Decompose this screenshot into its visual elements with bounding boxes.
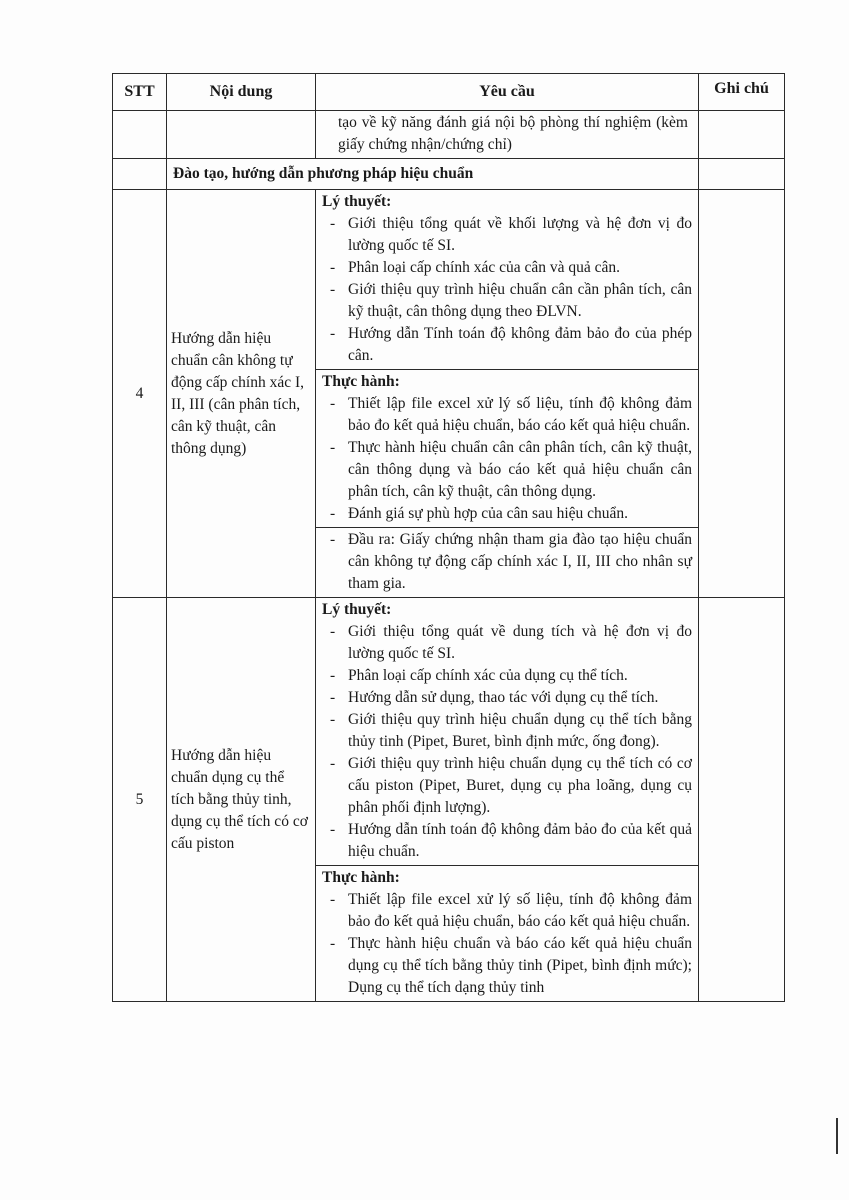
- list-item: - Phân loại cấp chính xác của cân và quả cân.: [322, 257, 692, 279]
- row4-thuc-hanh-cell: [316, 370, 699, 528]
- list-item: - Thực hành hiệu chuẩn cân cân phân tích, cân kỹ thuật, cân thông dụng và báo cáo kết quả hiệu chuẩn cân phân tích, cân kỹ thuật, cân thông dụng.: [322, 437, 692, 503]
- row4-ly-thuyet-title: Lý thuyết:: [322, 193, 392, 210]
- table-row-5-theory: [113, 598, 785, 866]
- section-stt: [113, 159, 167, 190]
- row4-dau-ra: - Đầu ra: Giấy chứng nhận tham gia đào tạo hiệu chuẩn cân không tự động cấp chính xác I, II, III cho nhân sự tham gia.: [322, 529, 692, 595]
- row5-thuc-hanh-cell: [316, 866, 699, 1002]
- row4-thuc-hanh-title: Thực hành:: [322, 373, 400, 390]
- row5-ly-thuyet-title: Lý thuyết:: [322, 601, 392, 618]
- row5-ly-thuyet-list: [322, 621, 692, 863]
- row4-thuc-hanh-list: [322, 393, 692, 525]
- table-header-row: [113, 74, 785, 111]
- list-item: - Giới thiệu quy trình hiệu chuẩn dụng cụ thể tích có cơ cấu piston (Pipet, Buret, dụng cụ pha loãng, dụng cụ phân phối định lượng).: [322, 753, 692, 819]
- list-item: - Hướng dẫn Tính toán độ không đảm bảo đo của phép cân.: [322, 323, 692, 367]
- list-item: - Thiết lập file excel xử lý số liệu, tính độ không đảm bảo đo kết quả hiệu chuẩn, báo cáo kết quả hiệu chuẩn.: [322, 889, 692, 933]
- row4-ly-thuyet-list: [322, 213, 692, 367]
- section-title: Đào tạo, hướng dẫn phương pháp hiệu chuẩn: [167, 159, 699, 190]
- header-stt: STT: [113, 74, 167, 111]
- continued-text: tạo về kỹ năng đánh giá nội bộ phòng thí nghiệm (kèm giấy chứng nhận/chứng chỉ): [338, 114, 688, 153]
- list-item: - Giới thiệu tổng quát về dung tích và hệ đơn vị đo lường quốc tế SI.: [322, 621, 692, 665]
- row4-stt: 4: [113, 190, 167, 598]
- continued-noi-dung: [167, 111, 316, 159]
- continued-stt: [113, 111, 167, 159]
- continued-ghi-chu: [699, 111, 785, 159]
- list-item: - Hướng dẫn sử dụng, thao tác với dụng cụ thể tích.: [322, 687, 692, 709]
- table-row-4-theory: [113, 190, 785, 370]
- row4-ghi-chu: [699, 190, 785, 598]
- list-item: - Thực hành hiệu chuẩn và báo cáo kết quả hiệu chuẩn dụng cụ thể tích bằng thủy tinh (Pipet, bình định mức); Dụng cụ thể tích dạng thủy tinh: [322, 933, 692, 999]
- training-requirements-table: [112, 73, 785, 1002]
- continued-row: [113, 111, 785, 159]
- scan-edge-mark: [836, 1118, 838, 1154]
- row5-ghi-chu: [699, 598, 785, 1002]
- header-yeu-cau: Yêu cầu: [316, 74, 699, 111]
- list-item: - Thiết lập file excel xử lý số liệu, tính độ không đảm bảo đo kết quả hiệu chuẩn, báo cáo kết quả hiệu chuẩn.: [322, 393, 692, 437]
- list-item: - Giới thiệu tổng quát về khối lượng và hệ đơn vị đo lường quốc tế SI.: [322, 213, 692, 257]
- continued-yeu-cau: [316, 111, 699, 159]
- row4-noi-dung: Hướng dẫn hiệu chuẩn cân không tự động cấp chính xác I, II, III (cân phân tích, cân kỹ thuật, cân thông dụng): [167, 190, 316, 598]
- row5-noi-dung: Hướng dẫn hiệu chuẩn dụng cụ thể tích bằng thủy tinh, dụng cụ thể tích có cơ cấu piston: [167, 598, 316, 1002]
- row5-stt: 5: [113, 598, 167, 1002]
- row4-ly-thuyet-cell: [316, 190, 699, 370]
- list-item: - Giới thiệu quy trình hiệu chuẩn cân cần phân tích, cân kỹ thuật, cân thông dụng theo ĐLVN.: [322, 279, 692, 323]
- section-ghi-chu: [699, 159, 785, 190]
- list-item: - Giới thiệu quy trình hiệu chuẩn dụng cụ thể tích bằng thủy tinh (Pipet, Buret, bình định mức, ống đong).: [322, 709, 692, 753]
- header-noi-dung: Nội dung: [167, 74, 316, 111]
- row4-dau-ra-list: [322, 529, 692, 595]
- list-item: - Phân loại cấp chính xác của dụng cụ thể tích.: [322, 665, 692, 687]
- row4-dau-ra-cell: [316, 528, 699, 598]
- row5-thuc-hanh-list: [322, 889, 692, 999]
- header-ghi-chu: Ghi chú: [699, 74, 785, 111]
- list-item: - Đánh giá sự phù hợp của cân sau hiệu chuẩn.: [322, 503, 692, 525]
- section-row: [113, 159, 785, 190]
- row5-thuc-hanh-title: Thực hành:: [322, 869, 400, 886]
- list-item: - Hướng dẫn tính toán độ không đảm bảo đo của kết quả hiệu chuẩn.: [322, 819, 692, 863]
- row5-ly-thuyet-cell: [316, 598, 699, 866]
